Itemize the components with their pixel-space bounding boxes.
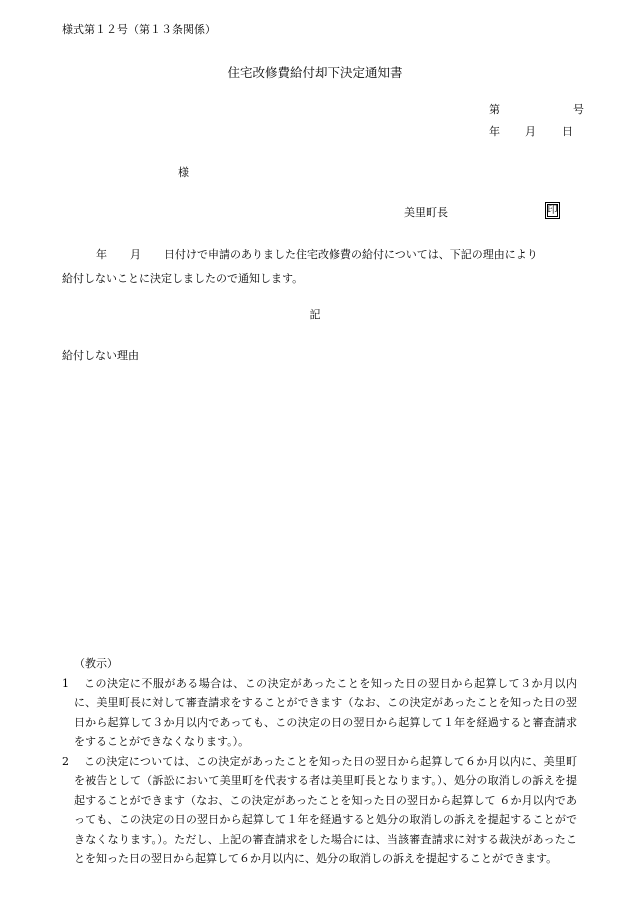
document-number-line — [489, 101, 584, 117]
notice-title: （教示） — [74, 657, 118, 670]
date-day: 日 — [562, 125, 573, 138]
notice-item-1 — [62, 674, 577, 752]
addressee-line: 様 — [178, 166, 189, 179]
body-month: 月 — [130, 248, 141, 261]
notice-item-number: 2 — [62, 754, 69, 768]
body-line-1 — [62, 243, 574, 267]
notice-item-text: この決定に不服がある場合は、この決定があったことを知った日の翌日から起算して３か月以内に、美里町長に対して審査請求をすることができます（なお、この決定があったことを知った日の翌日から起算して３か月以内であっても、この決定の日の翌日から起算して１年を経過すると審査請求をすることができなくなります。）。 — [74, 676, 577, 748]
notice-section — [62, 654, 577, 869]
date-year: 年 — [489, 125, 500, 138]
number-prefix: 第 — [489, 103, 500, 116]
ki-heading: 記 — [309, 308, 321, 321]
notice-item-number: 1 — [62, 676, 69, 690]
seal-stamp — [545, 202, 560, 219]
number-suffix: 号 — [573, 103, 584, 116]
body-year: 年 — [96, 248, 107, 261]
notice-item-text: この決定については、この決定があったことを知った日の翌日から起算して６か月以内に、美里町を被告として（訴訟において美里町を代表する者は美里町長となります。）、処分の取消しの訴えを提起することができます（なお、この決定があったことを知った日の翌日から起算して ６か月以内であっても、この決定の日の翌日から起算して１年を経過すると処分の取消しの訴えを提起することができなくなります。）。ただし、上記の審査請求をした場合には、当該審査請求に対する裁決があったことを知った日の翌日から起算して６か月以内に、処分の取消しの訴えを提起することができます。 — [74, 754, 577, 865]
document-title: 住宅改修費給付却下決定通知書 — [227, 65, 403, 80]
notice-item-2 — [62, 752, 577, 869]
body-line-2: 給付しないことに決定しましたので通知します。 — [62, 272, 304, 285]
reason-label: 給付しない理由 — [62, 349, 139, 362]
body-line-1-text: 日付けで申請のありました住宅改修費の給付については、下記の理由により — [164, 248, 538, 261]
seal-label: 印 — [547, 205, 558, 216]
body-paragraph — [62, 243, 574, 291]
date-month: 月 — [525, 125, 536, 138]
form-number: 様式第１２号（第１３条関係） — [62, 23, 216, 36]
issuer-name: 美里町長 — [404, 206, 448, 219]
